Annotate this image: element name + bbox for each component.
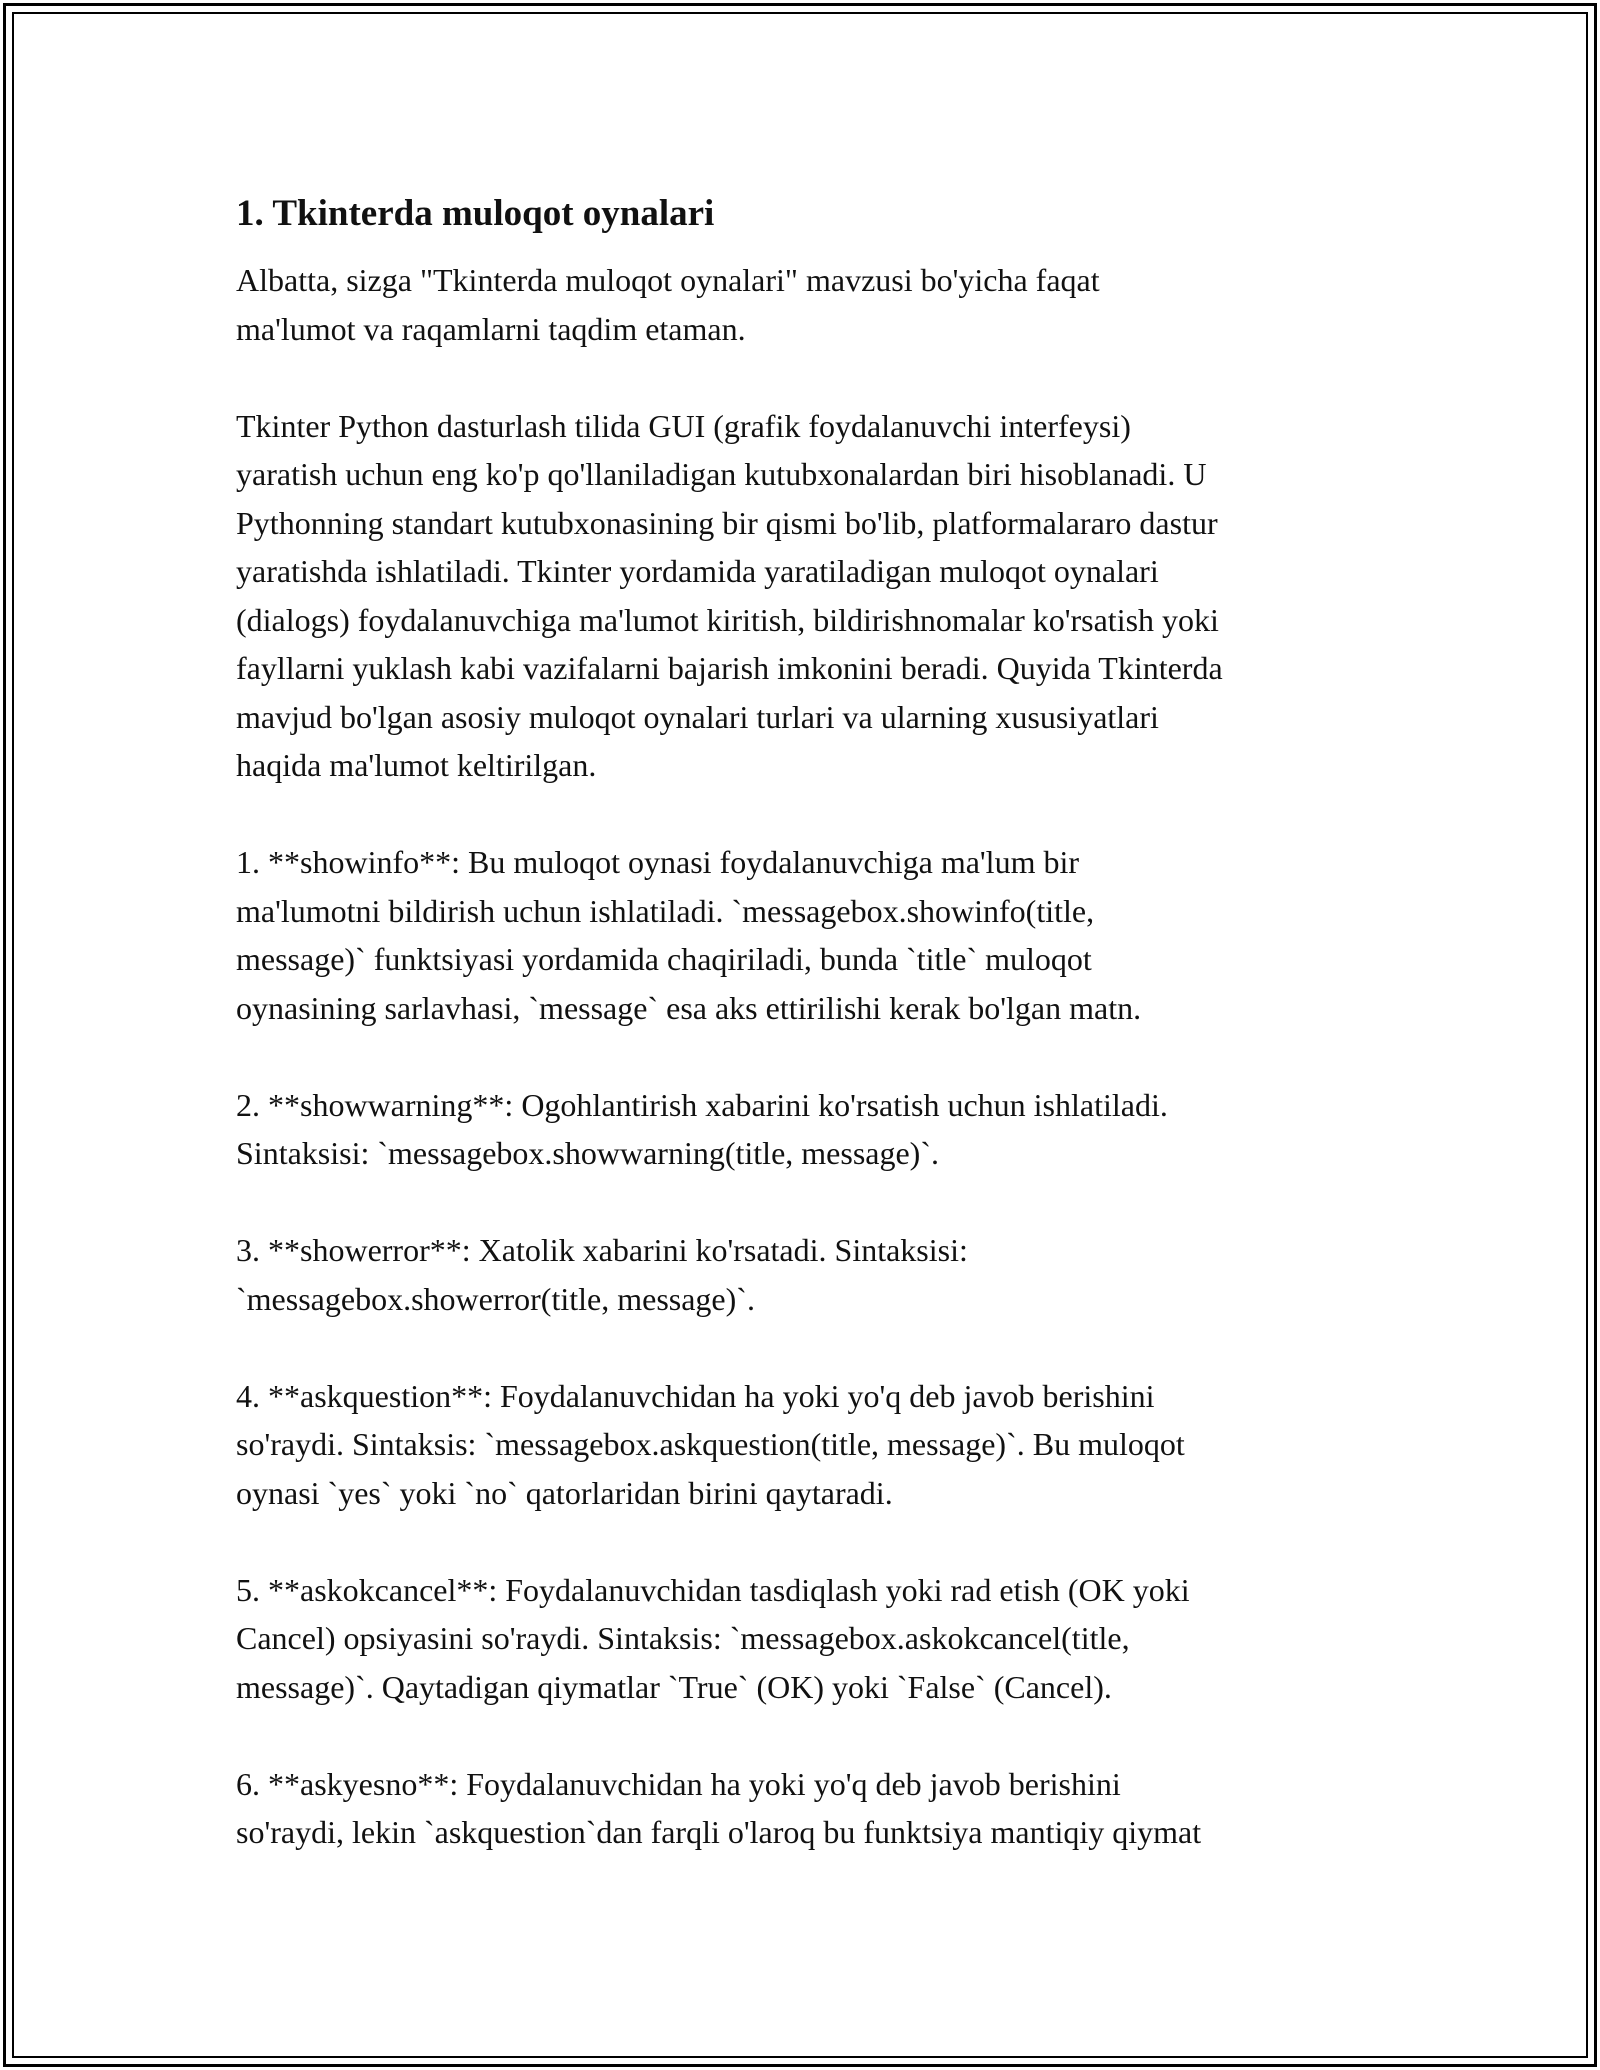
text-line: (dialogs) foydalanuvchiga ma'lumot kiritish, bildirishnomalar ko'rsatish yoki — [236, 601, 1219, 638]
text-line: ma'lumot va raqamlarni taqdim etaman. — [236, 310, 746, 347]
text-line: yaratishda ishlatiladi. Tkinter yordamida yaratiladigan muloqot oynalari — [236, 553, 1159, 589]
text-line: oynasining sarlavhasi, `message` esa aks ettirilishi kerak bo'lgan matn. — [236, 989, 1142, 1026]
paragraph-overview — [236, 402, 1386, 790]
text-line: `messagebox.showerror(title, message)`. — [236, 1280, 755, 1317]
text-line: 2. **showwarning**: Ogohlantirish xabarini ko'rsatish uchun ishlatiladi. — [236, 1086, 1168, 1123]
text-line: so'raydi, lekin `askquestion`dan farqli o'laroq bu funktsiya mantiqiy qiymat — [236, 1814, 1202, 1850]
text-line: fayllarni yuklash kabi vazifalarni bajarish imkonini beradi. Quyida Tkinterda — [236, 650, 1223, 686]
text-line: Sintaksisi: `messagebox.showwarning(title, message)`. — [236, 1135, 939, 1171]
document-title: 1. Tkinterda muloqot oynalari — [236, 193, 715, 234]
text-line: 4. **askquestion**: Foydalanuvchidan ha yoki yo'q deb javob berishini — [236, 1377, 1155, 1414]
text-line: 6. **askyesno**: Foydalanuvchidan ha yoki yo'q deb javob berishini — [236, 1765, 1121, 1802]
text-line: Albatta, sizga "Tkinterda muloqot oynalari" mavzusi bo'yicha faqat — [236, 262, 1100, 298]
list-item-askokcancel — [236, 1566, 1386, 1712]
list-item-showinfo — [236, 838, 1386, 1032]
text-line: 3. **showerror**: Xatolik xabarini ko'rsatadi. Sintaksisi: — [236, 1232, 968, 1268]
text-line: Cancel) opsiyasini so'raydi. Sintaksis: `messagebox.askokcancel(title, — [236, 1620, 1130, 1656]
text-line: 1. **showinfo**: Bu muloqot oynasi foydalanuvchiga ma'lum bir — [236, 844, 1079, 880]
text-line: haqida ma'lumot keltirilgan. — [236, 747, 597, 783]
text-line: mavjud bo'lgan asosiy muloqot oynalari turlari va ularning xususiyatlari — [236, 698, 1159, 735]
text-line: oynasi `yes` yoki `no` qatorlaridan birini qaytaradi. — [236, 1474, 893, 1511]
document-body — [236, 190, 1386, 1905]
text-line: yaratish uchun eng ko'p qo'llaniladigan kutubxonalardan biri hisoblanadi. U — [236, 456, 1207, 492]
list-item-showwarning — [236, 1081, 1386, 1178]
text-line: ma'lumotni bildirish uchun ishlatiladi. `messagebox.showinfo(title, — [236, 892, 1095, 929]
list-item-askquestion — [236, 1372, 1386, 1518]
list-item-showerror — [236, 1226, 1386, 1323]
paragraph-intro — [236, 256, 1386, 353]
list-item-askyesno — [236, 1760, 1386, 1857]
text-line: so'raydi. Sintaksis: `messagebox.askquestion(title, message)`. Bu muloqot — [236, 1426, 1185, 1462]
text-line: Pythonning standart kutubxonasining bir qismi bo'lib, platformalararo dastur — [236, 504, 1218, 541]
text-line: 5. **askokcancel**: Foydalanuvchidan tasdiqlash yoki rad etish (OK yoki — [236, 1571, 1190, 1608]
text-line: message)`. Qaytadigan qiymatlar `True` (OK) yoki `False` (Cancel). — [236, 1668, 1112, 1705]
text-line: message)` funktsiyasi yordamida chaqiriladi, bunda `title` muloqot — [236, 941, 1092, 977]
text-line: Tkinter Python dasturlash tilida GUI (grafik foydalanuvchi interfeysi) — [236, 407, 1131, 444]
